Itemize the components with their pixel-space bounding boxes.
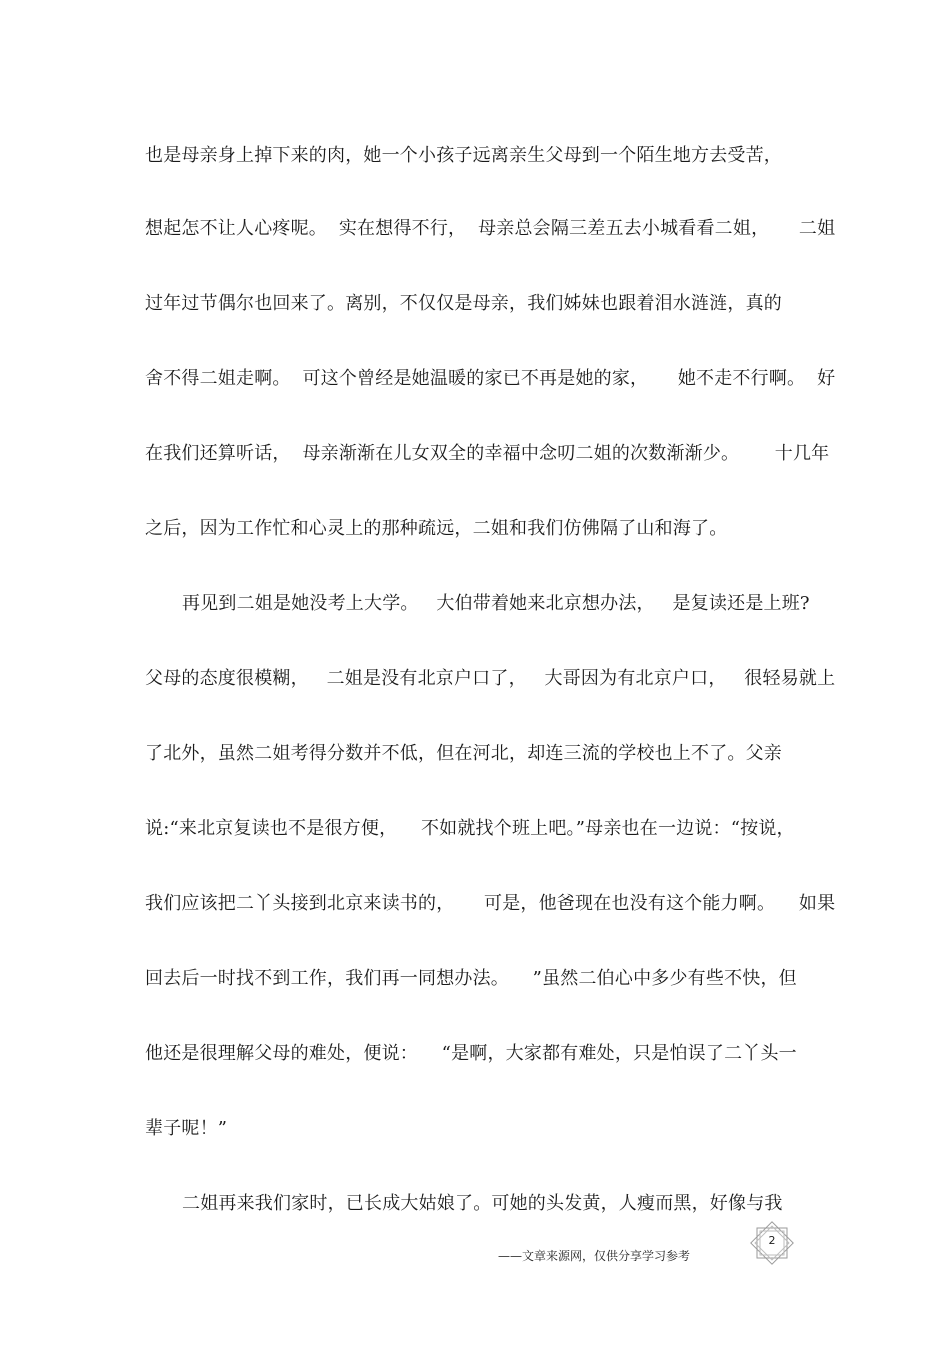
body-text-line: 辈子呢！” — [145, 1118, 228, 1139]
footer-source-note: ——文章来源网，仅供分享学习参考 — [498, 1249, 691, 1263]
body-text-line: 也是母亲身上掉下来的肉，她一个小孩子远离亲生父母到一个陌生地方去受苦， — [145, 145, 782, 166]
body-text-line: 他还是很理解父母的难处，便说： “是啊，大家都有难处，只是怕误了二丫头一 — [145, 1043, 797, 1064]
body-text-line: 了北外，虽然二姐考得分数并不低，但在河北，却连三流的学校也上不了。父亲 — [145, 743, 782, 764]
body-text-line: 之后，因为工作忙和心灵上的那种疏远，二姐和我们仿佛隔了山和海了。 — [145, 518, 728, 539]
paragraph-start-line: 再见到二姐是她没考上大学。 大伯带着她来北京想办法， 是复读还是上班? — [182, 593, 810, 614]
body-text-line: 舍不得二姐走啊。 可这个曾经是她温暖的家已不再是她的家， 她不走不行啊。 好 — [145, 368, 836, 389]
body-text-line: 想起怎不让人心疼呢。 实在想得不行， 母亲总会隔三差五去小城看看二姐， 二姐 — [145, 218, 836, 239]
body-text-line: 我们应该把二丫头接到北京来读书的， 可是，他爸现在也没有这个能力啊。 如果 — [145, 893, 836, 914]
paragraph-start-line: 二姐再来我们家时，已长成大姑娘了。可她的头发黄，人瘦而黑，好像与我 — [182, 1193, 783, 1214]
body-text-line: 父母的态度很模糊， 二姐是没有北京户口了， 大哥因为有北京户口， 很轻易就上 — [145, 668, 836, 689]
page-number-badge — [748, 1220, 796, 1266]
body-text-line: 在我们还算听话， 母亲渐渐在儿女双全的幸福中念叨二姐的次数渐渐少。 十几年 — [145, 443, 830, 464]
body-text-line: 回去后一时找不到工作，我们再一同想办法。 ”虽然二伯心中多少有些不快，但 — [145, 968, 797, 989]
page-number: 2 — [768, 1234, 776, 1247]
body-text-line: 过年过节偶尔也回来了。离别，不仅仅是母亲，我们姊妹也跟着泪水涟涟，真的 — [145, 293, 782, 314]
body-text-line: 说:“来北京复读也不是很方便， 不如就找个班上吧。”母亲也在一边说：“按说， — [145, 818, 795, 839]
